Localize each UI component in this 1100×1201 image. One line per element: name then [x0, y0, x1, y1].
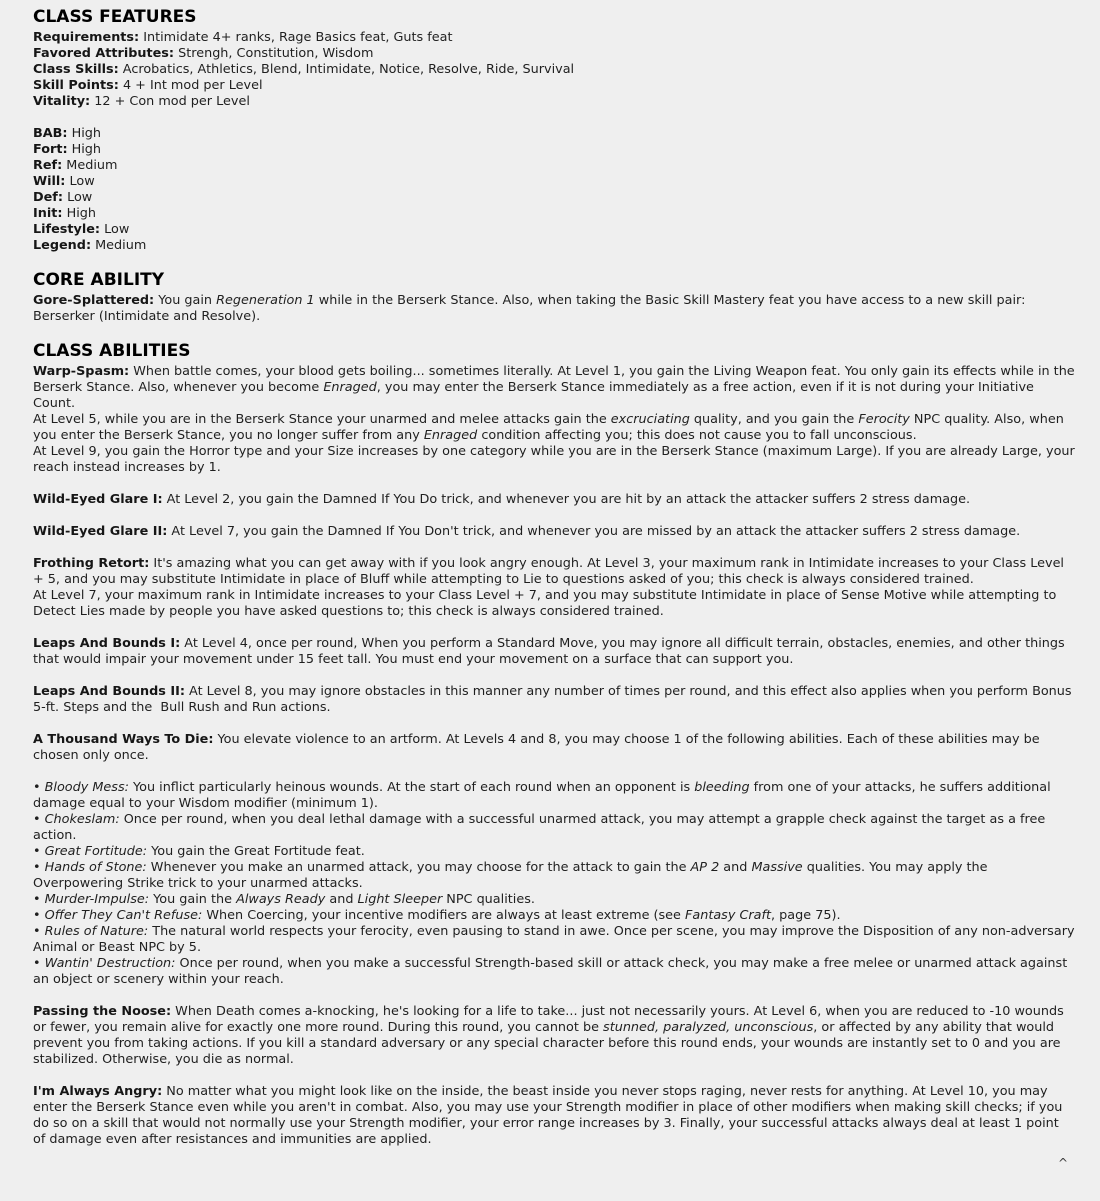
skill-points-line: Skill Points: 4 + Int mod per Level: [33, 78, 263, 93]
bullet-rules-of-nature: • Rules of Nature: The natural world respects your ferocity, even pausing to stand in awe. Once per scene, you may improve the Disposition of any non-adversary Animal or Beast NPC by 5.: [33, 924, 1079, 955]
stat-line-lifestyle: Lifestyle: Low: [33, 222, 130, 237]
bullet-wantin-destruction: • Wantin' Destruction: Once per round, when you make a successful Strength-based skill or attack check, you may make a free melee or unarmed attack against an object or scenery within your reach.: [33, 956, 1072, 987]
bullet-hands-of-stone: • Hands of Stone: Whenever you make an unarmed attack, you may choose for the attack to gain the AP 2 and Massive qualities. You may apply the Overpowering Strike trick to your unarmed attacks.: [33, 860, 992, 891]
back-to-top-row: [0, 1148, 1100, 1201]
ability-im-always-angry: I'm Always Angry: No matter what you might look like on the inside, the beast inside you never stops raging, never rests for anything. At Level 10, you may enter the Berserk Stance even while you aren't in combat. Also, you may use your Strength modifier in place of other modifiers when making skill checks; if you do so on a skill that would not normally use your Strength modifier, your error range increases by 3. Finally, your successful attacks always deal at least 1 point of damage even after resistances and immunities are applied.: [33, 1084, 1067, 1147]
stat-line-def: Def: Low: [33, 190, 93, 205]
ability-warp-spasm: Warp-Spasm: When battle comes, your blood gets boiling... sometimes literally. At Level 1, you gain the Living Weapon feat. You only gain its effects while in the Berserk Stance. Also, whenever you become Enraged, you may enter the Berserk Stance immediately as a free action, even if it is not during your Initiative Count. At Level 5, while you are in the Berserk Stance your unarmed and melee attacks gain the excruciating quality, and you gain the Ferocity NPC quality. Also, when you enter the Berserk Stance, you no longer suffer from any Enraged condition affecting you; this does not cause you to fall unconscious. At Level 9, you gain the Horror type and your Size increases by one category while you are in the Berserk Stance (maximum Large). If you are already Large, your reach instead increases by 1.: [33, 364, 1079, 475]
vitality-line: Vitality: 12 + Con mod per Level: [33, 94, 250, 109]
stat-line-legend: Legend: Medium: [33, 238, 147, 253]
section-heading-class-abilities: CLASS ABILITIES: [33, 341, 191, 361]
section-class-abilities: [33, 341, 1079, 1148]
ability-a-thousand-ways-to-die: A Thousand Ways To Die: You elevate violence to an artform. At Levels 4 and 8, you may choose 1 of the following abilities. Each of these abilities may be chosen only once.: [33, 732, 1044, 763]
ability-wild-eyed-glare-ii: Wild-Eyed Glare II: At Level 7, you gain the Damned If You Don't trick, and whenever you are missed by an attack the attacker suffers 2 stress damage.: [33, 524, 1021, 539]
bullet-chokeslam: • Chokeslam: Once per round, when you deal lethal damage with a successful unarmed attack, you may attempt a grapple check against the target as a free action.: [33, 812, 1050, 843]
requirements-line: Requirements: Intimidate 4+ ranks, Rage Basics feat, Guts feat: [33, 30, 453, 45]
stat-line-ref: Ref: Medium: [33, 158, 118, 173]
section-class-features: [33, 8, 1075, 254]
ability-frothing-retort: Frothing Retort: It's amazing what you can get away with if you look angry enough. At Level 3, your maximum rank in Intimidate increases to your Class Level + 5, and you may substitute Intimidate in place of Bluff while attempting to Lie to questions asked of you; this check is always considered trained. At Level 7, your maximum rank in Intimidate increases to your Class Level + 7, and you may substitute Intimidate in place of Sense Motive while attempting to Detect Lies made by people you have asked questions to; this check is always considered trained.: [33, 556, 1069, 619]
ability-leaps-and-bounds-ii: Leaps And Bounds II: At Level 8, you may ignore obstacles in this manner any number of times per round, and this effect also applies when you perform Bonus 5-ft. Steps and the Bull Rush and Run actions.: [33, 684, 1076, 715]
bullet-offer-they-cant-refuse: • Offer They Can't Refuse: When Coercing, your incentive modifiers are always at least extreme (see Fantasy Craft, page 75).: [33, 908, 841, 923]
stat-line-init: Init: High: [33, 206, 96, 221]
ability-gore-splattered: Gore-Splattered: You gain Regeneration 1 while in the Berserk Stance. Also, when taking the Basic Skill Mastery feat you have access to a new skill pair: Berserker (Intimidate and Resolve).: [33, 293, 1030, 324]
bullet-bloody-mess: • Bloody Mess: You inflict particularly heinous wounds. At the start of each round when an opponent is bleeding from one of your attacks, he suffers additional damage equal to your Wisdom modifier (minimum 1).: [33, 780, 1055, 811]
section-core-ability: [33, 271, 1075, 325]
back-to-top-link[interactable]: ^: [1057, 1156, 1068, 1170]
bullet-great-fortitude: • Great Fortitude: You gain the Great Fortitude feat.: [33, 844, 365, 859]
ability-passing-the-noose: Passing the Noose: When Death comes a-knocking, he's looking for a life to take... just not necessarily yours. At Level 6, when you are reduced to -10 wounds or fewer, you remain alive for exactly one more round. During this round, you cannot be stunned, paralyzed, unconscious, or affected by any ability that would prevent you from taking actions. If you kill a standard adversary or any special character before this round ends, your wounds are instantly set to 0 and you are stabilized. Otherwise, you die as normal.: [33, 1004, 1068, 1067]
class-skills-line: Class Skills: Acrobatics, Athletics, Blend, Intimidate, Notice, Resolve, Ride, Survival: [33, 62, 575, 77]
section-heading-core-ability: CORE ABILITY: [33, 270, 165, 290]
bullet-murder-impulse: • Murder-Impulse: You gain the Always Ready and Light Sleeper NPC qualities.: [33, 892, 535, 907]
ability-leaps-and-bounds-i: Leaps And Bounds I: At Level 4, once per round, When you perform a Standard Move, you may ignore all difficult terrain, obstacles, enemies, and other things that would impair your movement under 15 feet tall. You must end your movement on a surface that can support you.: [33, 636, 1069, 667]
favored-attributes-line: Favored Attributes: Strengh, Constitution, Wisdom: [33, 46, 374, 61]
ability-wild-eyed-glare-i: Wild-Eyed Glare I: At Level 2, you gain the Damned If You Do trick, and whenever you are hit by an attack the attacker suffers 2 stress damage.: [33, 492, 971, 507]
stat-line-will: Will: Low: [33, 174, 95, 189]
section-heading-class-features: CLASS FEATURES: [33, 7, 197, 27]
stat-line-fort: Fort: High: [33, 142, 102, 157]
stat-line-bab: BAB: High: [33, 126, 102, 141]
